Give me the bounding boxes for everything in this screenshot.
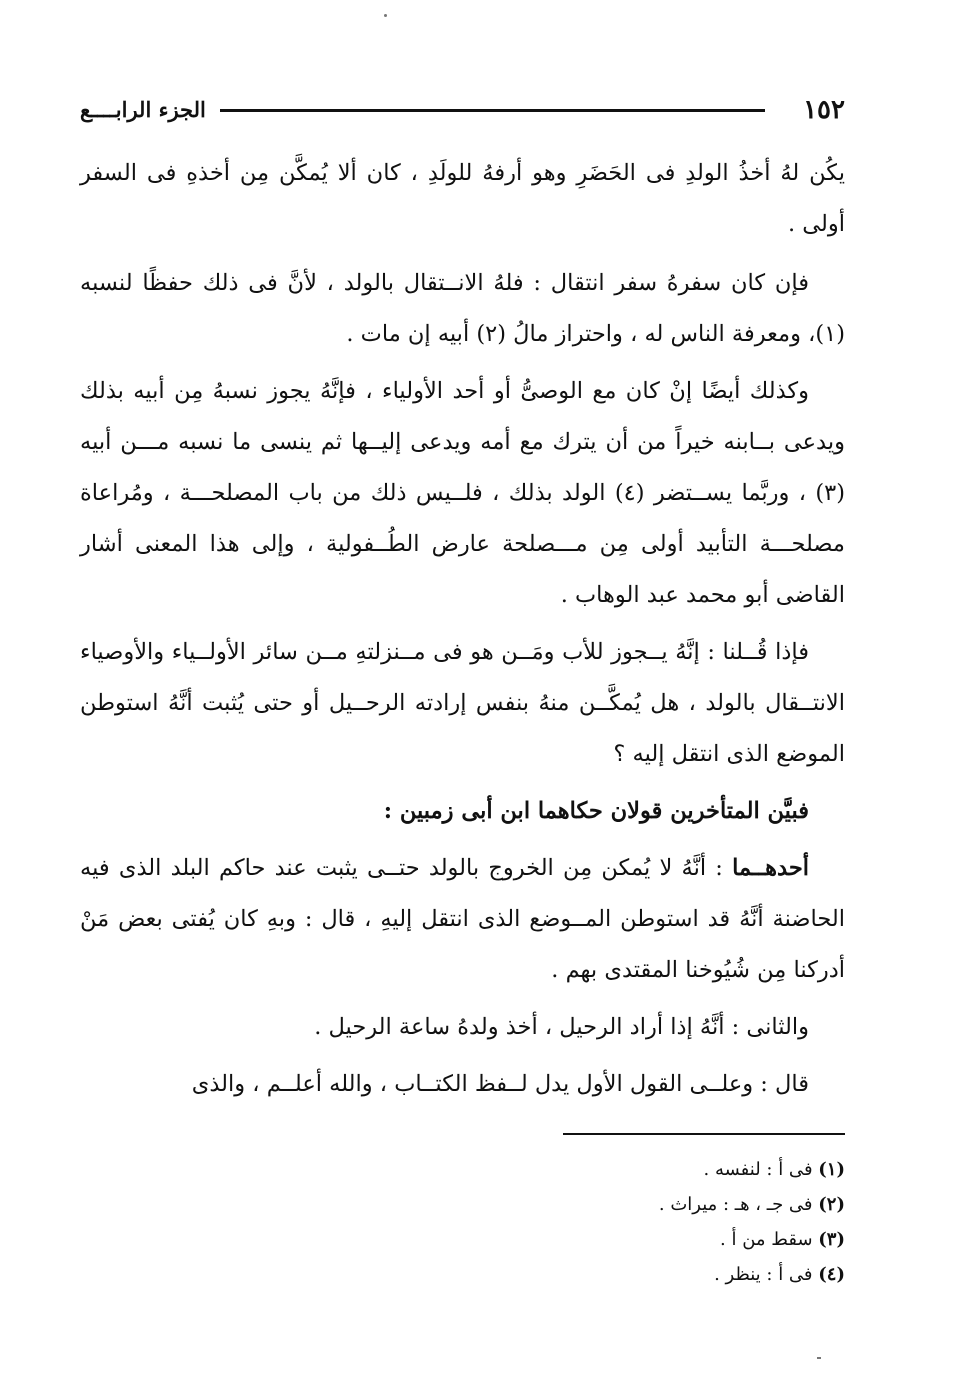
footnotes bbox=[400, 1152, 845, 1292]
footnote-4 bbox=[400, 1257, 845, 1292]
footnote-number: (٤) bbox=[818, 1264, 845, 1285]
page-number: ١٥٢ bbox=[803, 95, 845, 125]
footnote-text: سقط من أ . bbox=[720, 1229, 819, 1250]
footnote-text: فى أ : لنفسه . bbox=[703, 1159, 819, 1180]
footnote-1 bbox=[400, 1152, 845, 1187]
paragraph-1: يكُن لهُ أخذُ الولدِ فى الحَضَرِ وهو أرفهُ للولَدِ ، كان ألا يُمكَّن مِن أخذهِ فى السفر أولى . bbox=[80, 160, 845, 237]
paragraph-5-lead: أحدهــما bbox=[732, 855, 809, 881]
footnote-text: فى أ : ينظر . bbox=[714, 1264, 819, 1285]
footnote-number: (٢) bbox=[818, 1194, 845, 1215]
footnote-2 bbox=[400, 1187, 845, 1222]
paragraph-6: والثانى : أنَّهُ إذا أراد الرحيل ، أخذ ولدهُ ساعة الرحيل . bbox=[314, 1014, 809, 1040]
page-header bbox=[80, 92, 845, 128]
running-title: الجزء الرابــــع bbox=[80, 97, 206, 122]
paragraph-3: وكذلك أيضًا إنْ كان مع الوصىُّ أو أحد الأولياء ، فإنَّهُ يجوز نسبهُ مِن أبيه بذلك ويدعى بــابنه خيراً من أن يترك مع أمه ويدعى إليــها ثم ينسى ما نسبه مـــن أبيه (٣) ، وربَّما يســتضر (٤) الولد بذلك ، فلــيس ذلك من باب المصلحـــة ، ومُراعاة مصلحـــة التأبيد أولى مِن مـــصلحة عارض الطُــفولية ، وإلى هذا المعنى أشار القاضى أبو محمد عبد الوهاب . bbox=[80, 378, 845, 608]
footnote-3 bbox=[400, 1222, 845, 1257]
paragraph-4: فإذا قُــلنا : إنَّهُ يــجوز للأب ومَــن هو فى مــنزلتهِ مــن سائر الأولــياء والأوصياء الانتــقال بالولد ، هل يُمكَّــن منهُ بنفس إرادته الرحــيل أو حتى يُثبت أنَّهُ استوطن الموضع الذى انتقل إليه ؟ bbox=[80, 639, 845, 767]
paragraph-5-text: : أنَّهُ لا يُمكن مِن الخروج بالولد حتــى يثبت عند حاكم البلد الذى فيه الحاضنة أنَّهُ قد استوطن المــوضع الذى انتقل إليهِ ، قال : وبهِ كان يُفتى بعض مَنْ أدركنا مِن شُيُوخنا المقتدى بهم . bbox=[80, 855, 845, 983]
paragraph-2: فإن كان سفرهُ سفر انتقال : فلهُ الانــتقال بالولد ، لأنَّ فى ذلك حفظًا لنسبه (١)، ومعرفة الناس له ، واحتراز مالُ (٢) أبيه إن مات . bbox=[80, 270, 845, 347]
footnote-text: فى جـ ، هـ : ميراث . bbox=[658, 1194, 819, 1215]
paragraph-5 bbox=[80, 843, 845, 996]
footnote-rule bbox=[563, 1133, 845, 1135]
paragraph-7: قال : وعلــى القول الأول يدل لــفظ الكتــاب ، والله أعلــم ، والذى bbox=[191, 1071, 809, 1097]
scan-speck bbox=[384, 14, 387, 17]
footnote-number: (١) bbox=[818, 1159, 845, 1180]
scan-speck bbox=[817, 1357, 821, 1359]
section-heading: فبيَّن المتأخرين قولان حكاهما ابن أبى زمبين : bbox=[383, 798, 809, 824]
main-text bbox=[80, 148, 845, 1116]
footnote-number: (٣) bbox=[818, 1229, 845, 1250]
header-rule bbox=[220, 109, 765, 112]
